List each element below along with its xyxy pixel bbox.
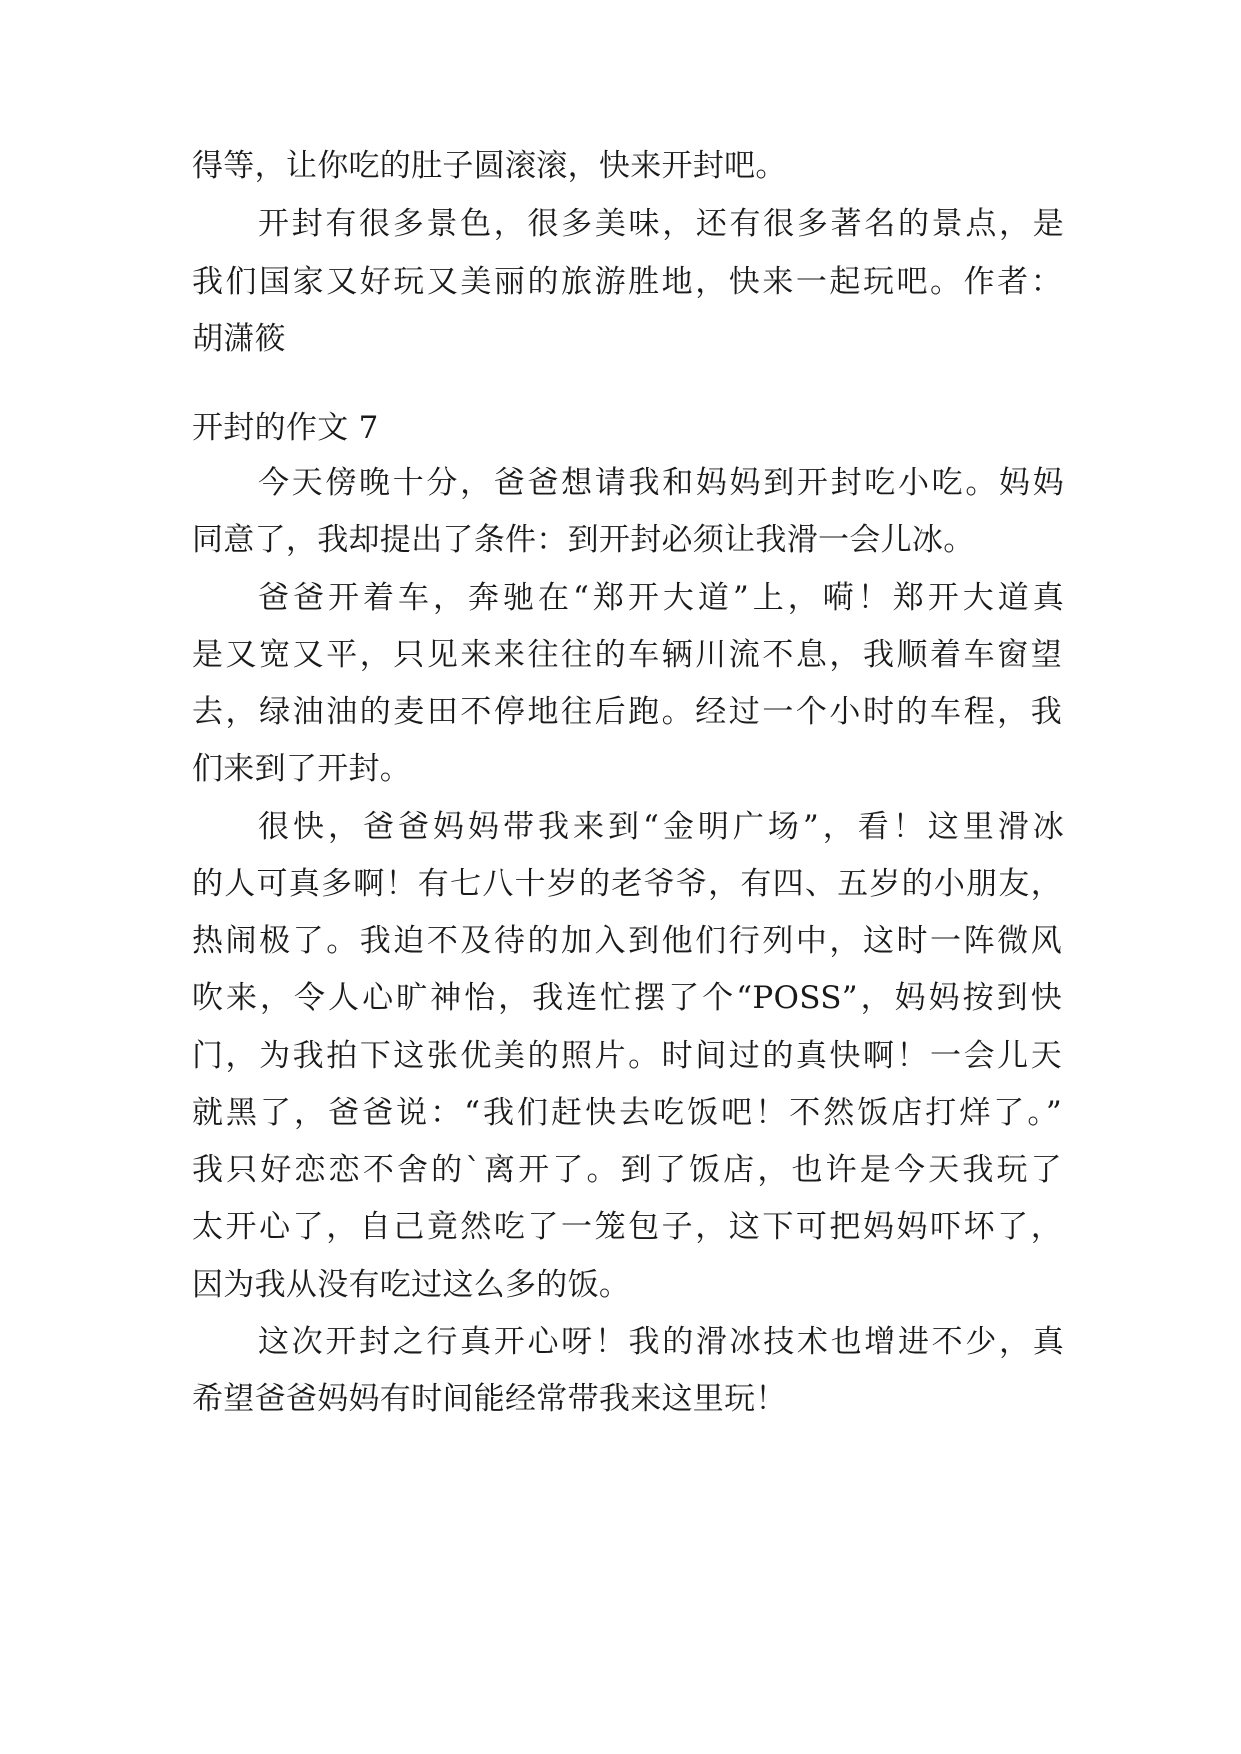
paragraph-line: 吹来，令人心旷神怡，我连忙摆了个“POSS”，妈妈按到快 — [192, 980, 1062, 1016]
paragraph-line: 很快，爸爸妈妈带我来到“金明广场”，看！这里滑冰 — [258, 809, 1064, 845]
section-title: 开封的作文 7 — [192, 410, 379, 446]
paragraph-line: 希望爸爸妈妈有时间能经常带我来这里玩！ — [192, 1381, 787, 1417]
paragraph-line: 门，为我拍下这张优美的照片。时间过的真快啊！一会儿天 — [192, 1038, 1062, 1074]
paragraph-line: 就黑了，爸爸说：“我们赶快去吃饭吧！不然饭店打烊了。” — [192, 1095, 1062, 1131]
paragraph-line: 的人可真多啊！有七八十岁的老爷爷，有四、五岁的小朋友， — [192, 866, 1062, 902]
paragraph-line: 太开心了，自己竟然吃了一笼包子，这下可把妈妈吓坏了， — [192, 1209, 1062, 1245]
paragraph-line: 今天傍晚十分，爸爸想请我和妈妈到开封吃小吃。妈妈 — [258, 465, 1064, 501]
paragraph-line: 同意了，我却提出了条件：到开封必须让我滑一会儿冰。 — [192, 522, 975, 558]
paragraph-line: 胡潇筱 — [192, 321, 286, 357]
paragraph-line: 得等，让你吃的肚子圆滚滚，快来开封吧。 — [192, 148, 787, 184]
paragraph-line: 开封有很多景色，很多美味，还有很多著名的景点，是 — [258, 206, 1064, 242]
paragraph-line: 我只好恋恋不舍的`离开了。到了饭店，也许是今天我玩了 — [192, 1152, 1062, 1188]
paragraph-line: 爸爸开着车，奔驰在“郑开大道”上，嗬！郑开大道真 — [258, 580, 1064, 616]
paragraph-line: 这次开封之行真开心呀！我的滑冰技术也增进不少，真 — [258, 1324, 1064, 1360]
paragraph-line: 热闹极了。我迫不及待的加入到他们行列中，这时一阵微风 — [192, 923, 1062, 959]
paragraph-line: 因为我从没有吃过这么多的饭。 — [192, 1267, 631, 1303]
paragraph-line: 是又宽又平，只见来来往往的车辆川流不息，我顺着车窗望 — [192, 637, 1062, 673]
paragraph-line: 我们国家又好玩又美丽的旅游胜地，快来一起玩吧。作者： — [192, 264, 1062, 300]
paragraph-line: 去，绿油油的麦田不停地往后跑。经过一个小时的车程，我 — [192, 694, 1062, 730]
paragraph-line: 们来到了开封。 — [192, 751, 412, 787]
